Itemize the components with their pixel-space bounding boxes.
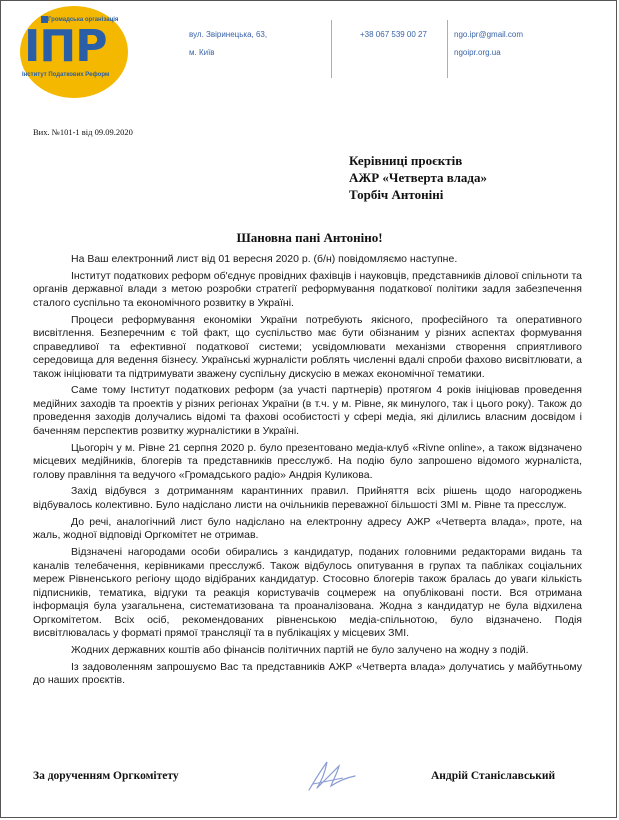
- header-address: [189, 29, 267, 59]
- recipient-position: Керівниці проєктів: [349, 153, 463, 168]
- recipient-organization: АЖР «Четверта влада»: [349, 170, 487, 185]
- signatory-name: Андрій Станіславський: [431, 770, 556, 782]
- handwritten-signature-icon: [303, 758, 359, 794]
- logo-main-text: ІПР: [24, 21, 107, 72]
- header-divider: [447, 20, 448, 78]
- header-phone: [360, 29, 427, 41]
- phone-number: +38 067 539 00 27: [360, 30, 427, 39]
- paragraph: Відзначені нагородами особи обирались з кандидатур, поданих головними редакторами видань та каналів телебачення, керівниками пресслужб. Також відбулось опитування в групах та пабліках соціальних мереж Рівненського регіону щодо відібраних кандидатур. Стосовно блогерів також бралась до уваги кількість підписників, тематика, відгуки та реакція користувачів соцмереж на опубліковані пости. Вся отримана інформація була узагальнена, систематизована та проаналізована. Жодна з кандидатур не була відхилена Оргкомітетом. Всіх осіб, рекомендованих рівненською медіа-спільнотою, було відзначено. Подія висвітлювалась у форматі прямої трансляції та в публікаціях у місцевих ЗМІ.: [33, 546, 582, 640]
- address-city: м. Київ: [189, 48, 215, 57]
- logo-top-text: Громадська організація: [48, 17, 119, 23]
- paragraph: Процеси реформування економіки України потребують якісного, професійного та оперативного висвітлення. Безперечним є той факт, що суспільство має бути обізнаним у різних аспектах формування справедливої та ефективної податкової системи; усвідомлювати механізми створення сприятливого середовища для ведення бізнесу. Українські журналісти роблять численні вдалі спроби фахово висвітлювати, а також ініціювати та підтримувати зважену суспільну дискусію в межах економічної тематики.: [33, 313, 582, 380]
- paragraph: Захід відбувся з дотриманням карантинних правил. Прийняття всіх рішень щодо нагороджень відбувалось колективно. Було надіслано листи на очільників переважної більшості ЗМІ м. Рівне та пресслуж.: [33, 485, 582, 511]
- header-contacts: [454, 29, 523, 59]
- signature-caption: За дорученням Оргкомітету: [33, 770, 179, 782]
- paragraph: Із задоволенням запрошуємо Вас та представників АЖР «Четверта влада» долучатись у майбутньому до наших проєктів.: [33, 660, 582, 687]
- address-street: вул. Звіринецька, 63,: [189, 30, 268, 39]
- paragraph: На Ваш електронний лист від 01 вересня 2020 р. (б/н) повідомляємо наступне.: [71, 253, 458, 265]
- paragraph: Жодних державних коштів або фінансів політичних партій не було залучено на жодну з подій.: [71, 643, 529, 656]
- letter-body: [33, 253, 582, 691]
- paragraph: Цьогоріч у м. Рівне 21 серпня 2020 р. було презентовано медіа-клуб «Rivne online», а також відзначено місцевих медійників, блогерів та представників пресслужб. На подію було запрошено відомого журналіста, голову правління та ведучого «Громадського радіо» Андрія Куликова.: [33, 441, 582, 481]
- paragraph: Інститут податкових реформ об'єднує провідних фахівців і науковців, представників ділової спільноти та органів державної влади з метою розробки стратегії реформування податкової політики задля забезпечення сталого суспільно та економічного розвитку в Україні.: [33, 269, 582, 309]
- logo-bottom-text: Інститут Податкових Реформ: [22, 72, 110, 78]
- recipient-block: [349, 152, 487, 203]
- outgoing-number: Вих. №101-1 від 09.09.2020: [33, 127, 133, 137]
- website-link[interactable]: ngoipr.org.ua: [454, 48, 501, 57]
- recipient-name: Торбіч Антоніні: [349, 187, 444, 202]
- greeting: Шановна пані Антоніно!: [236, 230, 383, 245]
- paragraph: Саме тому Інститут податкових реформ (за участі партнерів) протягом 4 років ініціював проведення медійних заходів та проектів у різних регіонах України (в т.ч. у м. Рівне, як минулого, так і цього року). Також до проведення заходів долучались відомі та фахові особистості у сфері медіа, які ділились власним досвідом і баченням перспектив розвитку журналістики в Україні.: [33, 384, 582, 437]
- paragraph: До речі, аналогічний лист було надіслано на електронну адресу АЖР «Четверта влада», проте, на жаль, жодної відповіді Оргкомітет не отримав.: [33, 515, 582, 542]
- email-link[interactable]: ngo.ipr@gmail.com: [454, 30, 524, 39]
- header-divider: [331, 20, 332, 78]
